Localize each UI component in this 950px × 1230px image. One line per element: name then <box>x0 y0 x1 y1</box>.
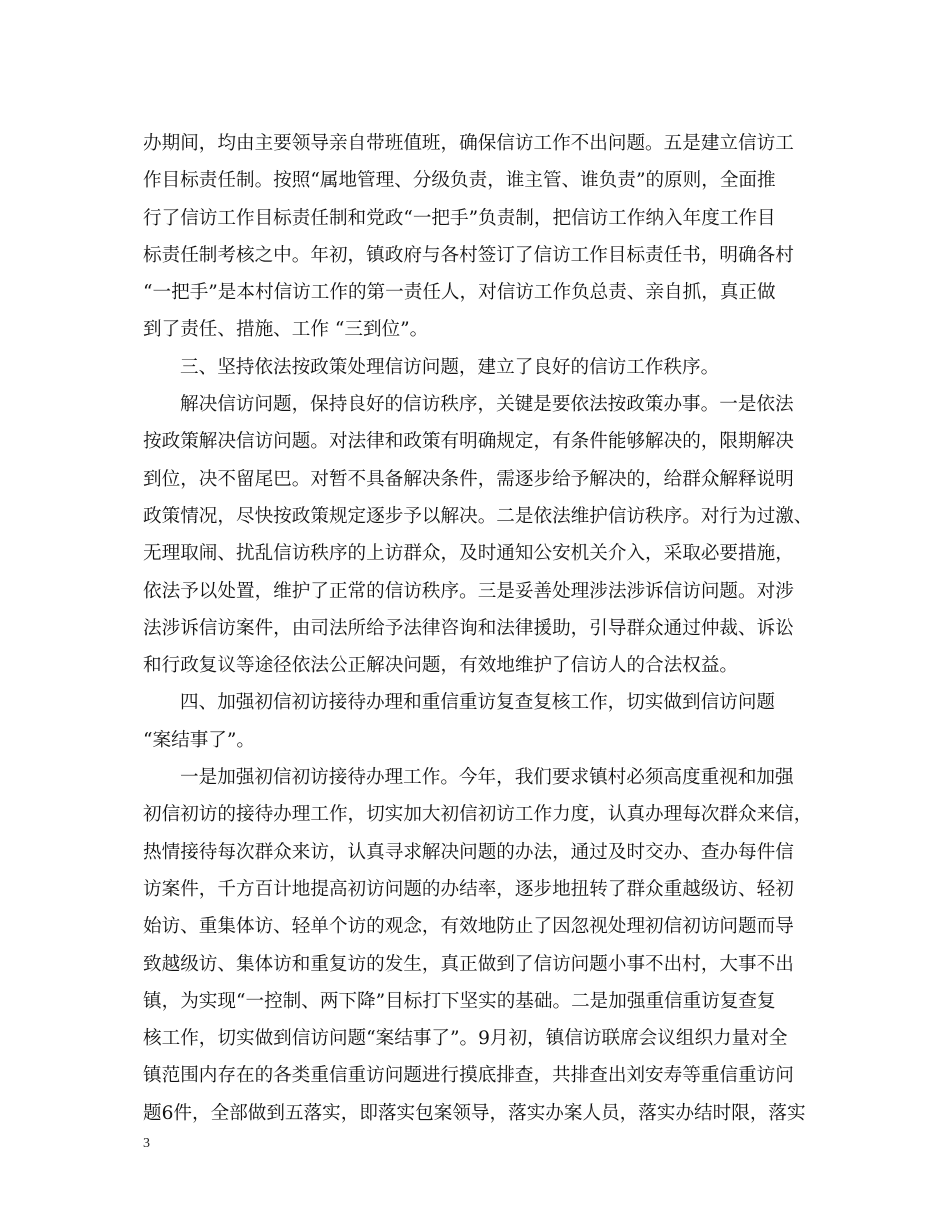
text-line: “案结事了”。 <box>143 729 255 751</box>
text-line: 依法予以处置，维护了正常的信访秩序。三是妥善处理涉法涉诉信访问题。对涉 <box>143 580 794 602</box>
text-line: 致越级访、集体访和重复访的发生，真正做到了信访问题小事不出村，大事不出 <box>143 953 794 975</box>
text-line: 初信初访的接待办理工作，切实加大初信初访工作力度，认真办理每次群众来信， <box>143 804 813 826</box>
text-line: 作目标责任制。按照“属地管理、分级负责，谁主管、谁负责”的原则，全面推 <box>143 170 776 192</box>
text-line: 镇范围内存在的各类重信重访问题进行摸底排查，共排查出刘安寿等重信重访问 <box>143 1065 794 1087</box>
text-line: 法涉诉信访案件，由司法所给予法律咨询和法律援助，引导群众通过仲裁、诉讼 <box>143 617 794 639</box>
text-line: 政策情况，尽快按政策规定逐步予以解决。二是依法维护信访秩序。对行为过激、 <box>143 505 813 527</box>
text-line: 核工作，切实做到信访问题“案结事了”。9月初，镇信访联席会议组织力量对全 <box>143 1028 788 1050</box>
text-line: 到位，决不留尾巴。对暂不具备解决条件，需逐步给予解决的，给群众解释说明 <box>143 468 794 490</box>
text-line: “一把手”是本村信访工作的第一责任人，对信访工作负总责、亲自抓，真正做 <box>143 282 776 304</box>
text-line: 和行政复议等途径依法公正解决问题，有效地维护了信访人的合法权益。 <box>143 655 739 677</box>
text-line: 标责任制考核之中。年初，镇政府与各村签订了信访工作目标责任书，明确各村 <box>143 244 794 266</box>
page-number: 3 <box>143 1136 150 1151</box>
text-line: 无理取闹、扰乱信访秩序的上访群众，及时通知公安机关介入，采取必要措施， <box>143 543 794 565</box>
text-line: 访案件，千方百计地提高初访问题的办结率，逐步地扭转了群众重越级访、轻初 <box>143 878 794 900</box>
text-line: 到了责任、措施、工作 “三到位”。 <box>143 319 429 341</box>
body-text <box>143 125 815 1132</box>
text-line: 一是加强初信初访接待办理工作。今年，我们要求镇村必须高度重视和加强 <box>180 767 794 789</box>
text-line: 办期间，均由主要领导亲自带班值班，确保信访工作不出问题。五是建立信访工 <box>143 133 794 154</box>
text-line: 按政策解决信访问题。对法律和政策有明确规定，有条件能够解决的，限期解决 <box>143 431 794 453</box>
text-line: 热情接待每次群众来访，认真寻求解决问题的办法，通过及时交办、查办每件信 <box>143 841 794 863</box>
text-line: 四、加强初信初访接待办理和重信重访复查复核工作，切实做到信访问题 <box>180 692 776 714</box>
text-line: 镇，为实现“一控制、两下降”目标打下坚实的基础。二是加强重信重访复查复 <box>143 990 776 1012</box>
text-line: 始访、重集体访、轻单个访的观念，有效地防止了因忽视处理初信初访问题而导 <box>143 916 794 938</box>
text-line: 三、坚持依法按政策处理信访问题，建立了良好的信访工作秩序。 <box>180 356 720 378</box>
text-line: 题6件，全部做到五落实，即落实包案领导，落实办案人员，落实办结时限，落实 <box>143 1102 806 1124</box>
text-line: 行了信访工作目标责任制和党政“一把手”负责制，把信访工作纳入年度工作目 <box>143 207 776 229</box>
text-line: 解决信访问题，保持良好的信访秩序，关键是要依法按政策办事。一是依法 <box>180 394 794 416</box>
